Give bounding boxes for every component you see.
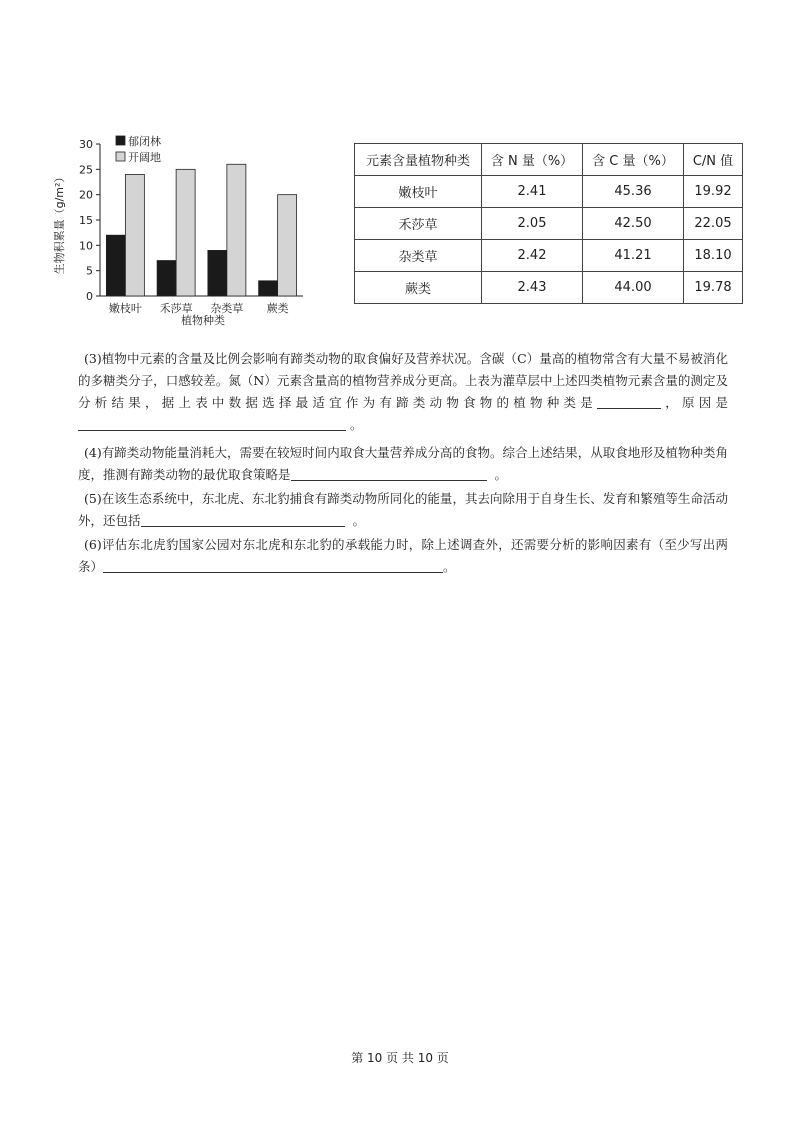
x-tick-label: 禾莎草 [159, 302, 193, 315]
question-3-reason: ，原因是 [661, 395, 728, 410]
bar [227, 164, 246, 296]
y-axis-title: 生物积累量（g/m²） [53, 171, 66, 275]
question-4-text: (4)有蹄类动物能量消耗大，需要在较短时间内取食大量营养成分高的食物。综合上述结果，从取食地形及植物种类角度，推测有蹄类动物的最优取食策略是 [78, 445, 728, 482]
legend-swatch-2 [116, 152, 125, 161]
element-content-table [354, 143, 743, 304]
y-tick-label: 30 [79, 138, 93, 151]
x-axis-labels [109, 301, 289, 315]
y-tick-label: 5 [86, 264, 93, 278]
y-tick-label: 15 [79, 214, 93, 227]
answer-blank[interactable] [141, 512, 345, 527]
bar-chart [48, 128, 308, 338]
question-6-end: 。 [443, 559, 456, 574]
table-cell: 18.10 [684, 240, 743, 272]
x-tick-label: 嫩枝叶 [108, 302, 142, 315]
table-row [355, 176, 743, 208]
legend-swatch-1 [116, 136, 125, 145]
legend-label-2: 开阔地 [128, 151, 161, 164]
table-cell: 蕨类 [355, 272, 482, 304]
table-cell: 45.36 [583, 176, 684, 208]
bar [176, 169, 195, 296]
x-tick-label: 蕨类 [266, 302, 289, 315]
table-cell: 2.43 [482, 272, 583, 304]
table-cell: 42.50 [583, 208, 684, 240]
table-cell: 2.05 [482, 208, 583, 240]
table-header-row [355, 144, 743, 176]
answer-blank[interactable] [103, 558, 443, 573]
table-row [355, 208, 743, 240]
answer-blank[interactable] [78, 416, 346, 431]
question-3-end: 。 [349, 417, 363, 432]
question-4-end: 。 [494, 467, 507, 482]
table-row [355, 240, 743, 272]
table-cell: 19.92 [684, 176, 743, 208]
table-header-cell: 含 C 量（%） [583, 144, 684, 176]
y-tick-label: 20 [79, 188, 93, 202]
answer-blank[interactable] [597, 394, 661, 409]
table-cell: 杂类草 [355, 240, 482, 272]
legend [116, 134, 161, 164]
bar [259, 281, 278, 296]
table-cell: 禾莎草 [355, 208, 482, 240]
table-cell: 嫩枝叶 [355, 176, 482, 208]
bar [106, 235, 125, 296]
bar [157, 261, 176, 296]
x-tick-label: 杂类草 [210, 302, 244, 315]
answer-blank[interactable] [291, 466, 487, 481]
bar [208, 250, 227, 296]
page-footer: 第 10 页 共 10 页 [351, 1051, 449, 1065]
question-4 [78, 442, 728, 486]
question-5-end: 。 [352, 513, 365, 528]
legend-label-1: 郁闭林 [128, 135, 161, 148]
table-cell: 2.42 [482, 240, 583, 272]
table-cell: 41.21 [583, 240, 684, 272]
x-axis-title: 植物种类 [181, 314, 225, 327]
question-6 [78, 534, 728, 578]
bar [125, 174, 144, 296]
bar [278, 195, 297, 296]
question-5 [78, 488, 728, 532]
table-cell: 2.41 [482, 176, 583, 208]
bars [106, 164, 296, 296]
question-3 [78, 348, 728, 436]
table-cell: 19.78 [684, 272, 743, 304]
table-header-cell: 含 N 量（%） [482, 144, 583, 176]
table-cell: 44.00 [583, 272, 684, 304]
table-header-cell: 元素含量植物种类 [355, 144, 482, 176]
y-tick-label: 0 [86, 290, 93, 303]
y-tick-label: 10 [79, 239, 93, 253]
question-3-text: (3)植物中元素的含量及比例会影响有蹄类动物的取食偏好及营养状况。含碳（C）量高的植物常含有大量不易被消化的多糖类分子，口感较差。氮（N）元素含量高的植物营养成分更高。上表为灌草层中上述四类植物元素含量的测定及分析结果，据上表中数据选择最适宜作为有蹄类动物食物的植物种类是 [78, 351, 728, 410]
question-6-text: (6)评估东北虎豹国家公园对东北虎和东北豹的承载能力时，除上述调查外，还需要分析的影响因素有（至少写出两条） [78, 537, 728, 574]
table-header-cell: C/N 值 [684, 144, 743, 176]
table-row [355, 272, 743, 304]
table-cell: 22.05 [684, 208, 743, 240]
y-tick-label: 25 [79, 163, 93, 177]
question-5-text: (5)在该生态系统中，东北虎、东北豹捕食有蹄类动物所同化的能量，其去向除用于自身生长、发育和繁殖等生命活动外，还包括 [78, 491, 728, 528]
